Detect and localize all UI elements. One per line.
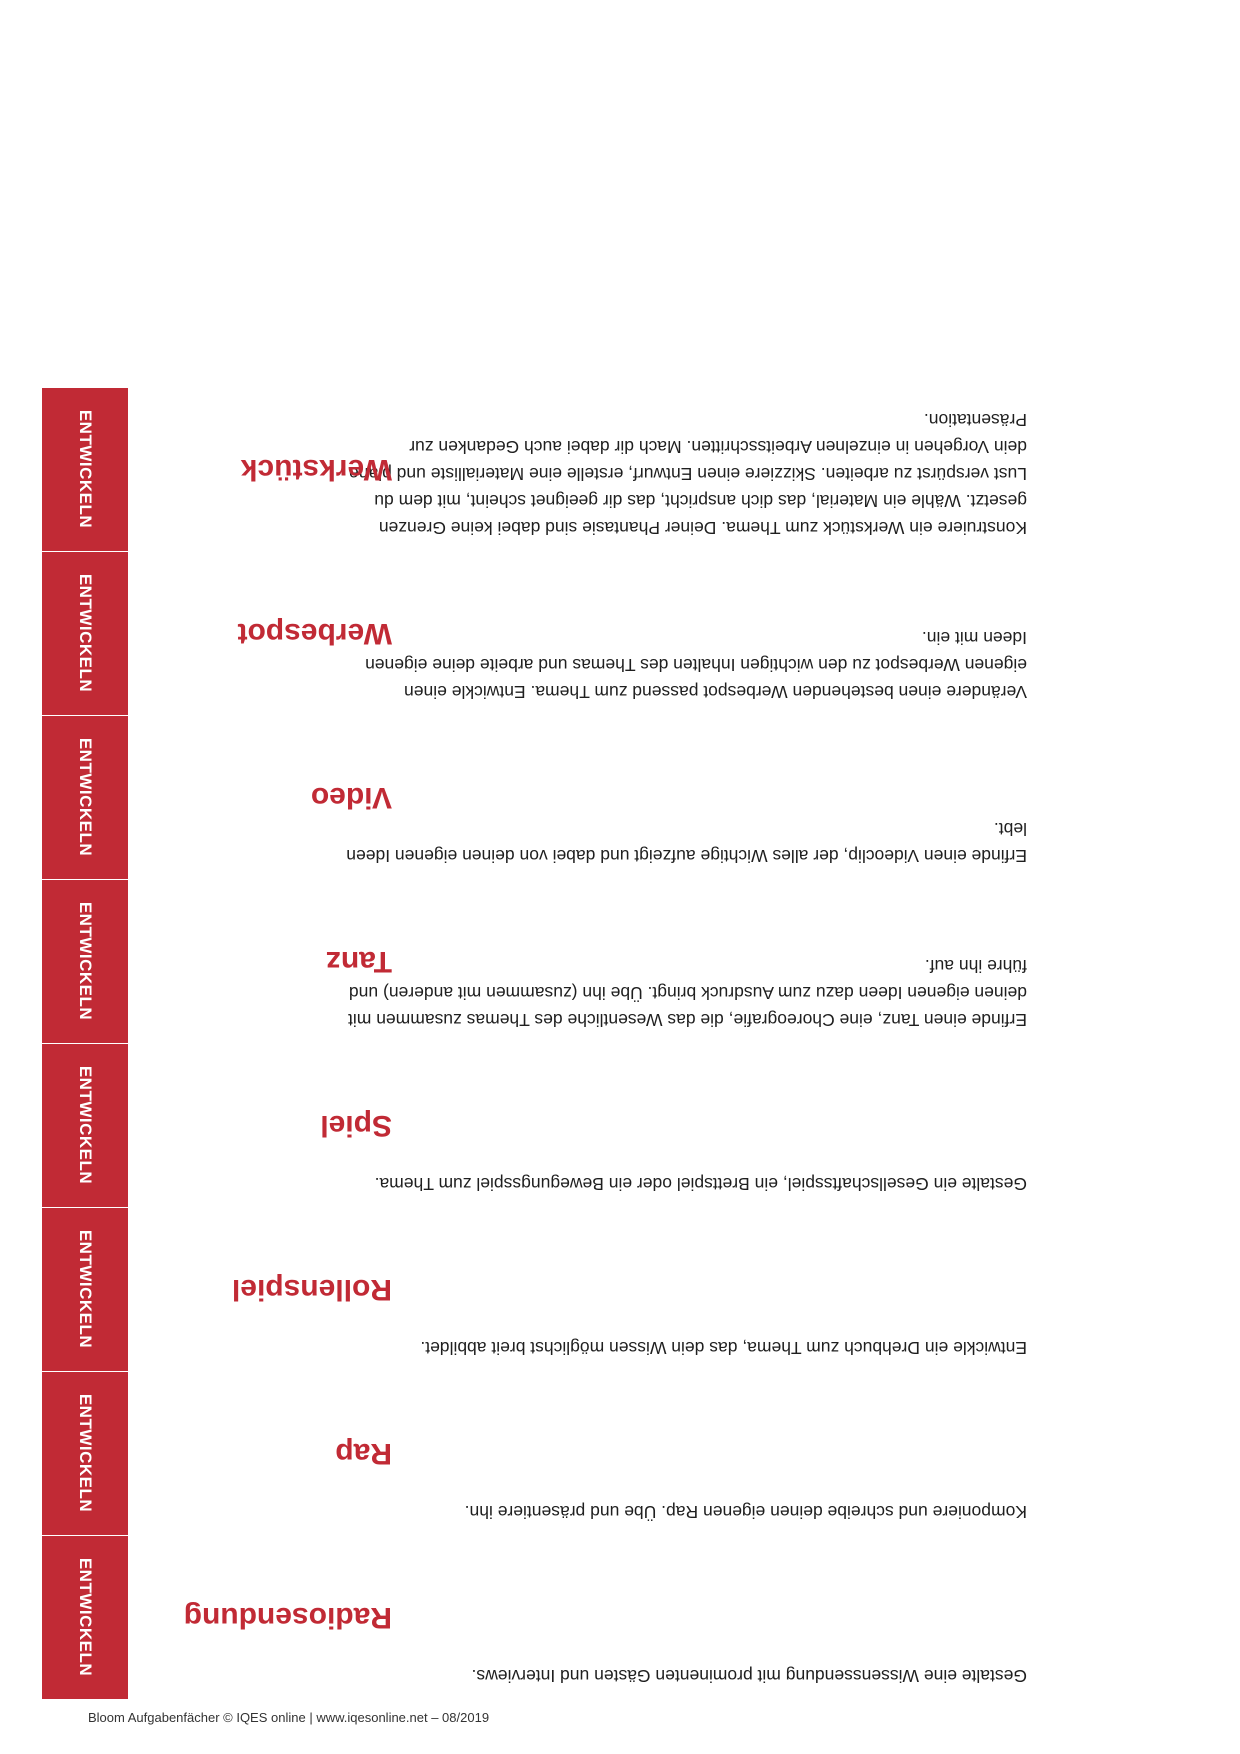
card-title: Rollenspiel <box>231 1273 392 1307</box>
category-label: ENTWICKELN <box>76 1229 95 1349</box>
category-label: ENTWICKELN <box>76 1393 95 1513</box>
card-body <box>128 1372 1102 1535</box>
task-card-rap <box>42 1372 1102 1536</box>
card-title: Rap <box>335 1437 392 1471</box>
card-description: Gestalte eine Wissenssendung mit prominenten Gästen und Interviews. <box>471 1666 1027 1686</box>
card-description: Konstruiere ein Werkstück zum Thema. Deiner Phantasie sind dabei keine Grenzen gesetzt. Wähle ein Material, das dich anspricht, das dir geeignet scheint, mit dem du Lust verspürst zu arbeiten. Skizziere einen Entwurf, erstelle eine Materialliste und plane dein Vorgehen in einzelnen Arbeitsschritten. Mach dir dabei auch Gedanken zur Präsentation. <box>349 410 1027 538</box>
category-label: ENTWICKELN <box>76 737 95 857</box>
card-body <box>128 716 1102 879</box>
card-body <box>128 1536 1102 1699</box>
task-card-rollenspiel <box>42 1208 1102 1372</box>
task-card-sheet <box>42 388 1102 1700</box>
card-body <box>128 1208 1102 1371</box>
card-description: Erfinde einen Videoclip, der alles Wichtige aufzeigt und dabei von deinen eigenen Ideen lebt. <box>346 819 1027 866</box>
category-label: ENTWICKELN <box>76 409 95 529</box>
task-card-spiel <box>42 1044 1102 1208</box>
footer-copyright: Bloom Aufgabenfächer © IQES online | www.iqesonline.net – 08/2019 <box>88 1710 490 1725</box>
card-title: Werbespot <box>237 617 392 651</box>
card-description: Gestalte ein Gesellschaftsspiel, ein Brettspiel oder ein Bewegungsspiel zum Thema. <box>374 1174 1027 1194</box>
category-strip <box>42 388 128 552</box>
card-title: Radiosendung <box>183 1601 392 1635</box>
category-strip <box>42 1536 128 1700</box>
card-description: Erfinde einen Tanz, eine Choreografie, die das Wesentliche des Themas zusammen mit deinen eigenen Ideen dazu zum Ausdruck bringt. Übe ihn (zusammen mit anderen) und führe ihn auf. <box>348 956 1027 1030</box>
task-card-video <box>42 716 1102 880</box>
card-description: Verändere einen bestehenden Werbespot passend zum Thema. Entwickle einen eigenen Werbespot zu den wichtigen Inhalten des Themas und arbeite deine eigenen Ideen mit ein. <box>365 628 1027 702</box>
card-title: Video <box>310 781 392 815</box>
category-strip <box>42 1372 128 1536</box>
card-body <box>128 552 1102 715</box>
card-body <box>128 880 1102 1043</box>
card-body <box>128 1044 1102 1207</box>
card-description: Entwickle ein Drehbuch zum Thema, das dein Wissen möglichst breit abbildet. <box>420 1338 1027 1358</box>
category-label: ENTWICKELN <box>76 901 95 1021</box>
task-card-werkstueck <box>42 388 1102 552</box>
category-label: ENTWICKELN <box>76 1557 95 1677</box>
task-card-tanz <box>42 880 1102 1044</box>
category-strip <box>42 716 128 880</box>
category-strip <box>42 1208 128 1372</box>
category-label: ENTWICKELN <box>76 573 95 693</box>
category-strip <box>42 1044 128 1208</box>
category-label: ENTWICKELN <box>76 1065 95 1185</box>
card-title: Werkstück <box>240 453 392 487</box>
category-strip <box>42 880 128 1044</box>
task-card-radiosendung <box>42 1536 1102 1700</box>
card-title: Spiel <box>320 1109 392 1143</box>
card-title: Tanz <box>325 945 392 979</box>
card-description: Komponiere und schreibe deinen eigenen Rap. Übe und präsentiere ihn. <box>464 1502 1027 1522</box>
category-strip <box>42 552 128 716</box>
card-body <box>128 388 1102 551</box>
task-card-werbespot <box>42 552 1102 716</box>
